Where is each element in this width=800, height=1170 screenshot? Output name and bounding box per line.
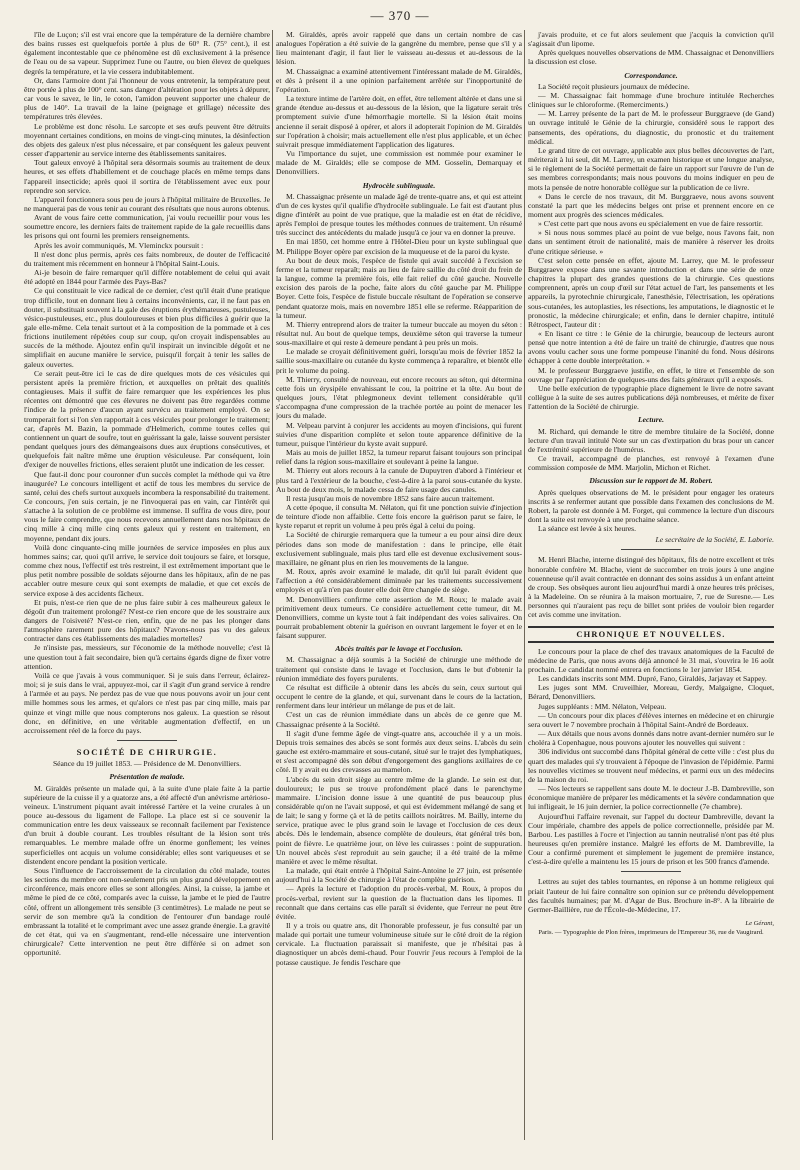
paragraph: 306 individus ont succombé dans l'hôpital général de cette ville : c'est plus du quart des malades qui s'y trouvaient à l'époque de l'invasion de l'épidémie. Parmi les nouvelles victimes se trouvent neuf médecins, et parmi eux un des médecins de la maison du roi. <box>528 747 774 784</box>
paragraph: Ai-je besoin de faire remarquer qu'il diffère notablement de celui qui avait été adopté en 1844 pour l'armée des Pays-Bas? <box>24 268 270 287</box>
paragraph: Voilà donc cinquante-cinq mille journées de service imposées en plus aux hommes sains; car, quoi qu'il arrive, le service doit toujours se faire, et lorsque, comme chez nous, l'effectif est très restreint, il est extrêmement important que le plus petit nombre possible de soldats séjourne dans les hôpitaux, afin de ne pas accabler outre mesure ceux qui sont exempts de maladie, et que cet excès de service expose à des accidents fâcheux. <box>24 542 270 598</box>
subheading: Abcès traités par le lavage et l'occlusion. <box>335 644 463 654</box>
column-rule <box>272 30 273 1140</box>
paragraph: M. Richard, qui demande le titre de membre titulaire de la Société, donne lecture d'un travail intitulé Note sur un cas d'extirpation du bras pour un cancer de l'extrémité supérieure de l'humérus. <box>528 426 774 454</box>
paragraph: — M. Larrey présente de la part de M. le professeur Burggraeve (de Gand) un ouvrage intitulé le Génie de la chirurgie, considéré sous le rapport des pansements, des opérations, du diagnostic, du pronostic et du traitement médical. <box>528 109 774 146</box>
subheading: Présentation de malade. <box>109 772 185 782</box>
paragraph: La malade, qui était entrée à l'hôpital Saint-Antoine le 27 juin, est présentée aujourd'hui à la Société de chirurgie à l'état de complète guérison. <box>276 866 522 885</box>
paragraph: M. Chassaignac a déjà soumis à la Société de chirurgie une méthode de traitement qui consiste dans le lavage et l'occlusion, dans le but d'obtenir la réunion immédiate des foyers purulents. <box>276 655 522 683</box>
section-divider <box>117 740 177 741</box>
printer-imprint <box>528 920 774 937</box>
paragraph: Le grand titre de cet ouvrage, applicable aux plus belles découvertes de l'art, mériterait à lui seul, dit M. Larrey, un examen historique et une longue analyse, si le règlement de la Société permettait de faire un rapport sur l'œuvre de l'un de ses membres correspondants; mais nous pouvons du moins indiquer en peu de mots la pensée de notre honorable collègue sur la publication de ce livre. <box>528 145 774 192</box>
paragraph: M. Chassaignac présente un malade âgé de trente-quatre ans, et qui est atteint d'un de ces kystes qu'il qualifie d'hydrocèle sublinguale. Le fait est d'autant plus digne d'intérêt au point de vue pratique, que la maladie est en état de récidive, après l'emploi de presque toutes les méthodes connues de traitement. Un résumé très succinct des antécédents du malade jusqu'à ce jour va en donner la preuve. <box>276 191 522 238</box>
paragraph: Juges suppléants : MM. Nélaton, Velpeau. <box>538 701 667 711</box>
paragraph: Le concours pour la place de chef des travaux anatomiques de la Faculté de médecine de Paris, que nous avons déjà annoncé le 31 mai, s'ouvrira le 16 août prochain. Le candidat nommé entrera en fonctions le 1er janvier 1854. <box>528 646 774 674</box>
paragraph: Ce résultat est difficile à obtenir dans les abcès du sein, ceux surtout qui occupent le centre de la glande, et qui, survenant dans le cours de la lactation, renferment dans leur intérieur un mélange de pus et de lait. <box>276 682 522 711</box>
paragraph: La Société de chirurgie remarquera que la tumeur a eu pour ainsi dire deux périodes dans son mode de manifestation : dans le principe, elle était exclusivement sublinguale, mais plus tard elle est devenue exclusivement sous-maxillaire, ne gênant plus en rien les mouvements de la langue. <box>276 530 522 567</box>
paragraph: M. Giraldès, après avoir rappelé que dans un certain nombre de cas analogues l'opération a été suivie de la gangrène du membre, pense que s'il y a lieu maintenant d'agir, il faut lier le vaisseau au-dessus et au-dessous de la lésion. <box>276 30 522 67</box>
paragraph: La séance est levée à six heures. <box>538 524 637 534</box>
paragraph: M. le professeur Burggraeve justifie, en effet, le titre et l'ensemble de son ouvrage par l'appréciation de quelques-uns des faits généraux qu'il a exposés. <box>528 365 774 384</box>
paragraph: Après quelques nouvelles observations de MM. Chassaignac et Denonvilliers la discussion est close. <box>528 48 774 67</box>
subheading: Correspondance. <box>624 70 678 80</box>
paragraph: Après quelques observations de M. le président pour engager les orateurs inscrits à se renfermer autant que possible dans l'examen des conclusions de M. Robert, la parole est donnée à M. Forget, qui commence la lecture d'un discours dont la suite est renvoyée à une prochaine séance. <box>528 487 774 524</box>
paragraph: M. Thierry eut alors recours à la canule de Dupuytren d'abord à l'intérieur et plus tard à l'extérieur de la bouche, c'est-à-dire à la paroi sous-cutanée du kyste. Au bout de deux mois, le malade cessa de faire usage des canules. <box>276 466 522 494</box>
paragraph: La texture intime de l'artère doit, en effet, être tellement altérée et dans une si grande étendue au-dessus et au-dessous de la lésion, que la ligature serait très promptement suivie d'une hémorrhagie mortelle. Si la lésion était moins ancienne il serait disposé à opérer, et alors il adopterait l'opinion de M. Giraldès sur l'opération à choisir; mais actuellement elle n'est plus applicable, et un échec suivrait presque immédiatement l'application des ligatures. <box>276 94 522 149</box>
paragraph: Ce travail, accompagné de planches, est renvoyé à l'examen d'une commission composée de MM. Marjolin, Michon et Richet. <box>528 454 774 473</box>
column-left <box>24 30 270 1140</box>
paragraph: — Un concours pour dix places d'élèves internes en médecine et en chirurgie sera ouvert le 7 novembre prochain à l'hôpital Saint-André de Bordeaux. <box>528 710 774 729</box>
paragraph: Une belle exécution de typographie place dignement le livre de notre savant collègue à la suite de ses autres publications déjà nombreuses, et mérite de fixer l'attention de la Société de chirurgie. <box>528 383 774 412</box>
paragraph: l'île de Luçon; s'il est vrai encore que la température de la dernière chambre des bains russes est quelquefois portée à plus de 60° R. (75° cent.), il est également incontestable que ce phénomène est dû exclusivement à la présence de l'eau ou de sa vapeur. Supprimez l'une ou l'autre, ou bien élevez de quelques degrés la température, et la vie cessera indubitablement. <box>24 30 270 76</box>
paragraph: « Dans le cercle de nos travaux, dit M. Burggraeve, nous avons souvent constaté la part que les médecins belges ont prise et prennent encore en ce moment aux progrès des sciences médicales. <box>528 191 774 219</box>
chronicle-heading: CHRONIQUE ET NOUVELLES. <box>528 626 774 643</box>
paragraph: Après les avoir communiqués, M. Vleminckx poursuit : <box>34 240 204 250</box>
paragraph: Le malade se croyait définitivement guéri, lorsqu'au mois de février 1852 la saillie sous-maxillaire ou cutanée du kyste commença à reparaître, et bientôt elle prit le volume du poing. <box>276 347 522 375</box>
paragraph: Le problème est donc résolu. Le sarcopte et ses œufs peuvent être détruits moyennant certaines conditions, en moins de vingt-cinq minutes, la désinfection des objets des galeux n'est plus nécessaire, et par conséquent les galeux peuvent cesser d'appartenir au service interne des établissements sanitaires. <box>24 121 270 159</box>
paragraph: Les candidats inscrits sont MM. Dupré, Fano, Giraldès, Jarjavay et Sappey. <box>538 674 767 684</box>
paragraph: Ce serait peut-être ici le cas de dire quelques mots de ces vésicules qui persistent après la première friction, et auxquelles on prêtait des qualités contagieuses. Mais il suffit de faire remarquer que les expériences les plus récentes ont démontré que ces élevures ne doivent pas être regardées comme l'indice de la présence d'aucun ayant survécu au traitement employé. On se tromperait fort si l'on s'en rapportait à ces vésicules pour prolonger le traitement; car, d'après M. Bazin, la pommade d'Helmerich, comme toutes celles qui contiennent un quart de soufre, tout en guérissant la gale, laisse souvent persister pendant quelques jours des démangeaisons dues aux éruptions consécutives, et quelquefois fait naître même une éruption vésiculeuse. Par conséquent, loin d'exiger de nouvelles frictions, elles seraient plutôt une indication de les cesser. <box>24 368 270 470</box>
paragraph: Les juges sont MM. Cruveilhier, Moreau, Gerdy, Malgaigne, Cloquet, Bérard, Denonvilliers. <box>528 683 774 702</box>
paragraph: Au bout de deux mois, l'espèce de fistule qui avait succédé à l'excision se ferme et la tumeur reparaît; mais au lieu de faire saillie du côté droit du frein de la langue, comme la première fois, elle fait relief du côté gauche. Nouvelle excision des parois de la poche, faite alors du côté gauche par M. Philippe Boyer. Cette fois, l'espèce de fistule buccale résultant de l'opération se conserve pendant quatorze mois, mais en novembre 1851 elle se referme. Réapparition de la tumeur. <box>276 255 522 320</box>
paragraph: — Aux détails que nous avons donnés dans notre avant-dernier numéro sur le choléra à Copenhague, nous pouvons ajouter les nouvelles qui suivent : <box>528 729 774 748</box>
paragraph: Il s'agit d'une femme âgée de vingt-quatre ans, accouchée il y a un mois. Depuis trois semaines des abcès se sont formés aux deux seins. L'abcès du sein gauche est extéro-mammaire et sous-cutané, situé sur le trajet des lymphatiques, et s'est accompagné dès son début d'engorgement des ganglions axillaires de ce côté. Il y avait eu des crevasses au mamelon. <box>276 728 522 775</box>
subheading: Hydrocèle sublinguale. <box>362 180 436 190</box>
paragraph: Et puis, n'est-ce rien que de ne plus faire subir à ces malheureux galeux le dégoût d'un traitement prolongé? N'est-ce rien encore que de les soustraire aux dangers de l'oisiveté? N'est-ce rien, enfin, que de ne pas les plonger dans l'atmosphère rarement pure des hôpitaux? N'avons-nous pas vu des galeux contracter dans ces établissements des maladies mortelles? <box>24 597 270 644</box>
section-divider <box>621 549 681 550</box>
paragraph: Or, dans l'armoire dont j'ai l'honneur de vous entretenir, la température peut être portée à plus de 100° cent. sans danger d'altération pour les objets à dépurer, car vous le savez, le lin, le coton, l'amidon peuvent supporter une chaleur de plus de 140°. La travail de la laine (peignage et grillage) nécessite des températures très élevées. <box>24 75 270 122</box>
paragraph: Mais au mois de juillet 1852, la tumeur reparut faisant toujours son principal relief dans la région sous-maxillaire et soulevant à peine la langue. <box>276 448 522 467</box>
paragraph: M. Roux, après avoir examiné le malade, dit qu'il lui paraît évident que l'affection a été considérablement diminuée par les traitements successivement employés et qu'à n'en pas douter elle doit être changée de siège. <box>276 567 522 595</box>
section-divider <box>621 871 681 872</box>
paragraph: En mai 1850, cet homme entre à l'Hôtel-Dieu pour un kyste sublingual que M. Philippe Boyer opère par excision de la muqueuse et de la paroi du kyste. <box>276 237 522 256</box>
section-heading: SOCIÉTÉ DE CHIRURGIE. <box>76 747 218 758</box>
paragraph: « En lisant ce titre : le Génie de la chirurgie, beaucoup de lecteurs auront pensé que notre intention a été de faire un traité de chirurgie, d'autres que nous avons voulu cacher sous une forme pompeuse l'inanité du fond. Nous désirons échapper à cette double interprétation. » <box>528 329 774 366</box>
paragraph: — Nos lecteurs se rappellent sans doute M. le docteur J.-B. Dambreville, son économique manière de préparer les médicaments et la sévère condamnation que lui infligeait, le 16 juin dernier, la police correctionnelle (7e chambre). <box>528 784 774 812</box>
paragraph: L'abcès du sein droit siège au centre même de la glande. Le sein est dur, douloureux; le pus se trouve profondément placé dans le parenchyme mammaire. L'incision donne issue à une quantité de pus beaucoup plus considérable qu'on ne l'avait supposé, et qui est évidemment mélangé de sang et de lait; le sang y forme çà et là de petits caillots noirâtres. M. Bailly, interne du service, pratique avec le plus grand soin le lavage et l'occlusion de ces deux abcès. Dès le lendemain, absence complète de douleurs, état général très bon, point de fièvre. Le quatrième jour, on lève les cuirasses : point de suppuration. Un nouvel abcès s'est reproduit au sein gauche; il a été traité de la même manière et avec le même résultat. <box>276 774 522 866</box>
subheading: Discussion sur le rapport de M. Robert. <box>589 476 713 486</box>
paragraph: Lettres au sujet des tables tournantes, en réponse à un homme religieux qui priait l'auteur de lui faire connaître son opinion sur ce prétendu développement des facultés humaines; par M. d'Agar de Bus. Brochure in-8°. A la librairie de Germer-Baillière, rue de l'École-de-Médecine, 17. <box>528 877 774 914</box>
paragraph: Tout galeux envoyé à l'hôpital sera désormais soumis au traitement de deux heures, et ses effets d'habillement et de couchage placés en même temps dans l'appareil insecticide; après quoi il sortira de l'établissement avec eux pour reprendre son service. <box>24 158 270 195</box>
paragraph: L'appareil fonctionnera sous peu de jours à l'hôpital militaire de Bruxelles. Je ne manquerai pas de vous tenir au courant des résultats que nous aurons obtenus. <box>24 194 270 213</box>
paragraph: » Si nous nous sommes placé au point de vue belge, nous l'avons fait, non dans un sentiment étroit de nationalité, mais de manière à réserver les droits d'une critique sérieuse. » <box>528 228 774 256</box>
paragraph: Ce qui constituait le vice radical de ce dernier, c'est qu'il était d'une pratique trop difficile, tout en donnant lieu à certains inconvénients, car, il ne faut pas en douter, il substituait souvent à la gale des éruptions érythémateuses, pustuleuses, vésico-pustuleuses, etc., plus douloureuses et bien plus difficiles à guérir que la gale elle-même. Cela tenait surtout et à la composition de la pommade et à ces frictions inutilement répétées coup sur coup, qu'on croyait indispensables au succès de la méthode. Ajoutez enfin qu'il inspirait un invincible dégoût et ne simplifiait en aucune manière le service, puisqu'il forçait à tenir les salles de galeux ouvertes. <box>24 286 270 369</box>
paragraph: Voilà ce que j'avais à vous communiquer. Si je suis dans l'erreur, éclairez-moi; si je suis dans le vrai, appuyez-moi, car il s'agit d'un grand service à rendre à l'armée et au pays. Ne perdez pas de vue que nous pouvons avoir un jour cent mille hommes sous les armes, et qu'alors ce n'est pas par cinq mille, mais par quinze et vingt mille que nous compterons nos galeux. La question se résout donc, en définitive, en une véritable augmentation d'effectif, en un accroissement réel de la force du pays. <box>24 670 270 735</box>
paragraph: C'est selon cette pensée en effet, ajoute M. Larrey, que M. le professeur Burggraeve expose dans une savante introduction et dans une série de onze chapitres la plupart des grandes questions de la chirurgie. Ces questions comprennent, après un coup d'œil sur l'état actuel de l'art, les pansements et les appareils, la pyrotechnie chirurgicale, l'anesthésie, l'électrisation, les opérations sous-cutanées, les autoplasties, les résections, les amputations, le diagnostic et le pronostic, la médecine chirurgicale; et enfin, dans le dernier chapitre, intitulé Rétrospect, l'auteur dit : <box>528 255 774 329</box>
column-right <box>528 30 774 1140</box>
session-line: Séance du 19 juillet 1853. — Présidence de M. Denonvilliers. <box>52 759 242 769</box>
page-number: — 370 — <box>370 8 430 23</box>
paragraph: Avant de vous faire cette communication, j'ai voulu recueillir pour vous les soumettre encore, les derniers faits de traitement rapide de la gale recueillis dans les prisons qui ont fourni les premiers renseignements. <box>24 213 270 241</box>
paragraph: Aujourd'hui l'affaire revenait, sur l'appel du docteur Dambreville, devant la Cour impériale, chambre des appels de police correctionnelle, présidée par M. Barbou. Les pastilles à l'ocre et l'injection au tannin neutralisé n'ont pas été plus heureuses qu'en première instance. Malgré les efforts de M. Dambreville, la Cour a confirmé purement et simplement le jugement de première instance, c'est-à-dire qu'elle a maintenu les 15 jours de prison et les 500 francs d'amende. <box>528 811 774 867</box>
subheading: Lecture. <box>638 415 664 425</box>
paragraph: M. Thierry entreprend alors de traiter la tumeur buccale au moyen du séton : résultat nul. Au bout de quelque temps, deuxième séton qui traverse la tumeur sous-maxillaire et qui reste à demeure pendant à peu près un mois. <box>276 319 522 348</box>
paragraph: M. Velpeau parvint à conjurer les accidents au moyen d'incisions, qui furent suivies d'une disparition complète et selon toute apparence définitive de la tumeur, puisque l'intérieur du kyste avait suppuré. <box>276 420 522 448</box>
paragraph: Sous l'influence de l'accroissement de la circulation du côté malade, toutes les sections du membre ont non-seulement pris un plus grand développement en circonférence, mais encore elles se sont allongées. Ainsi, la cuisse, la jambe et même le pied de ce côté, comparés avec la cuisse, la jambe et le pied de l'autre côté, offrent un allongement très sensible (3 centimètres). Le malade ne peut se servir de son membre qu'à la condition de l'entourer d'un bandage roulé embrassant la totalité et le comprimant avec une assez grande énergie. La gravité de cet état, qui va en s'augmentant, rend-elle nécessaire une intervention chirurgicale? Cette intervention ne peut être différée si on admet son opportunité. <box>24 865 270 958</box>
paragraph: M. Chassaignac a examiné attentivement l'intéressant malade de M. Giraldès, et dès à présent il a une opinion parfaitement arrêtée sur l'inopportunité de l'opération. <box>276 66 522 94</box>
paragraph: — M. Chassaignac fait hommage d'une brochure intitulée Recherches cliniques sur le chloroforme. (Remerciments.) <box>528 90 774 110</box>
column-middle <box>276 30 522 1140</box>
paragraph: M. Thierry, consulté de nouveau, eut encore recours au séton, qui détermina cette fois un érysipèle envahissant le cou, la poitrine et la tête. Au bout de quelques jours, l'état phlegmoneux devint tellement considérable qu'il s'accompagna d'une compression de la trachée portée au point de menacer les jours du malade. <box>276 374 522 421</box>
paragraph: Il resta jusqu'au mois de novembre 1852 sans faire aucun traitement. <box>286 493 495 503</box>
imprint-text: Paris. — Typographie de Plon frères, imprimeurs de l'Empereur 36, rue de Vaugirard. <box>538 929 764 937</box>
paragraph: j'avais produite, et ce fut alors seulement que j'acquis la conviction qu'il s'agissait d'un lipome. <box>528 30 774 49</box>
paragraph: Il y a trois ou quatre ans, dit l'honorable professeur, je fus consulté par un malade qui portait une tumeur volumineuse située sur le côté droit de la région cervicale. La fluctuation paraissait si manifeste, que je n'hésitai pas à diagnostiquer un abcès demi-chaud. Pour l'ouvrir j'eus recours à l'emploi de la potasse caustique. Je fendis l'eschare que <box>276 921 522 967</box>
paragraph: Il n'est donc plus permis, après ces faits nombreux, de douter de l'efficacité du traitement mis récemment en honneur à l'hôpital Saint-Louis. <box>24 249 270 268</box>
paragraph: M. Denonvilliers confirme cette assertion de M. Roux; le malade avait primitivement deux tumeurs. Ce considère actuellement cette tumeur, dit M. Denonvilliers, comme un kyste tout à fait indépendant des voies salivaires. On pourrait probablement obtenir la guérison en ouvrant largement le foyer et en le faisant suppurer. <box>276 594 522 641</box>
paragraph: Je n'insiste pas, messieurs, sur l'économie de la méthode nouvelle; c'est là une question tout à fait secondaire, bien qu'à certains égards digne de fixer votre attention. <box>24 643 270 671</box>
paragraph: Que faut-il donc pour couronner d'un succès complet la méthode qui va être inaugurée? Le concours intelligent et actif de tous les membres du service de santé, celui des chefs surtout auxquels incombera la responsabilité du traitement. Ce concours, j'en suis certain, je ne l'invoquerai pas en vain, car l'intérêt qui s'attache à la solution de ce problème est immense. Il suffira de vous dire, pour vous le faire comprendre, que nous recevons annuellement dans nos hôpitaux de cinq mille à cinq mille cinq cents galeux qui y restent en traitement, en moyenne, pendant dix jours. <box>24 469 270 543</box>
paragraph: M. Giraldès présente un malade qui, à la suite d'une plaie faite à la partie supérieure de la cuisse il y a quatorze ans, a été affecté d'un anévrisme artérioso-veineux. L'instrument piquant avait intéressé l'artère et la veine crurales à un pouce au-dessous du ligament de Fallope. La place est si ce souvenir la communication entre les deux vaisseaux se reconnaît facilement par l'existence d'un bruit à double courant. Les troubles résultant de la lésion sont très remarquables. Le membre malade offre un énorme gonflement; les veines superficielles ont acquis un volume considérable; elles sont variqueuses et se distendent encore pendant la position verticale. <box>24 783 270 866</box>
signature-line: Le secrétaire de la Société, E. Laborie. <box>655 535 774 545</box>
gerant-label: Le Gérant, <box>745 920 774 928</box>
paragraph: — Après la lecture et l'adoption du procès-verbal, M. Roux, à propos du procès-verbal, revient sur la question de la fluctuation dans les lipomes. Il reconnaît que dans certains cas elle paraît si évidente, que l'erreur ne peut être évitée. <box>276 884 522 921</box>
column-rule <box>524 30 525 1140</box>
paragraph: C'est un cas de réunion immédiate dans un abcès de ce genre que M. Chassaignac présente à la Société. <box>276 710 522 729</box>
paragraph: Vu l'importance du sujet, une commission est nommée pour examiner le malade de M. Giraldès; elle se compose de MM. Gosselin, Demarquay et Denonvilliers. <box>276 149 522 177</box>
paragraph: » C'est cette part que nous avons eu spécialement en vue de faire ressortir. <box>538 219 763 229</box>
paragraph: A cette époque, il consulta M. Nélaton, qui fit une ponction suivie d'injection de teinture d'iode non affaiblie. Cette fois encore la guérison parut se faire, le kyste reparut et reprit un volume à peu près égal à celui du poing. <box>276 502 522 531</box>
paragraph: M. Henri Blache, interne distingué des hôpitaux, fils de notre excellent et très honorable confrère M. Blache, vient de succomber en trois jours à une angine couenneuse qu'il avait contractée en donnant des soins assidus à un enfant atteint de croup. Ses obsèques auront lieu aujourd'hui mardi à onze heures très précises, à la Madeleine. On se réunira à la maison mortuaire, 7, rue de Suresne.— Les personnes qui n'auraient pas reçu de billet sont priées de vouloir bien regarder cet avis comme une invitation. <box>528 555 774 620</box>
paragraph: La Société reçoit plusieurs journaux de médecine. <box>538 81 690 91</box>
